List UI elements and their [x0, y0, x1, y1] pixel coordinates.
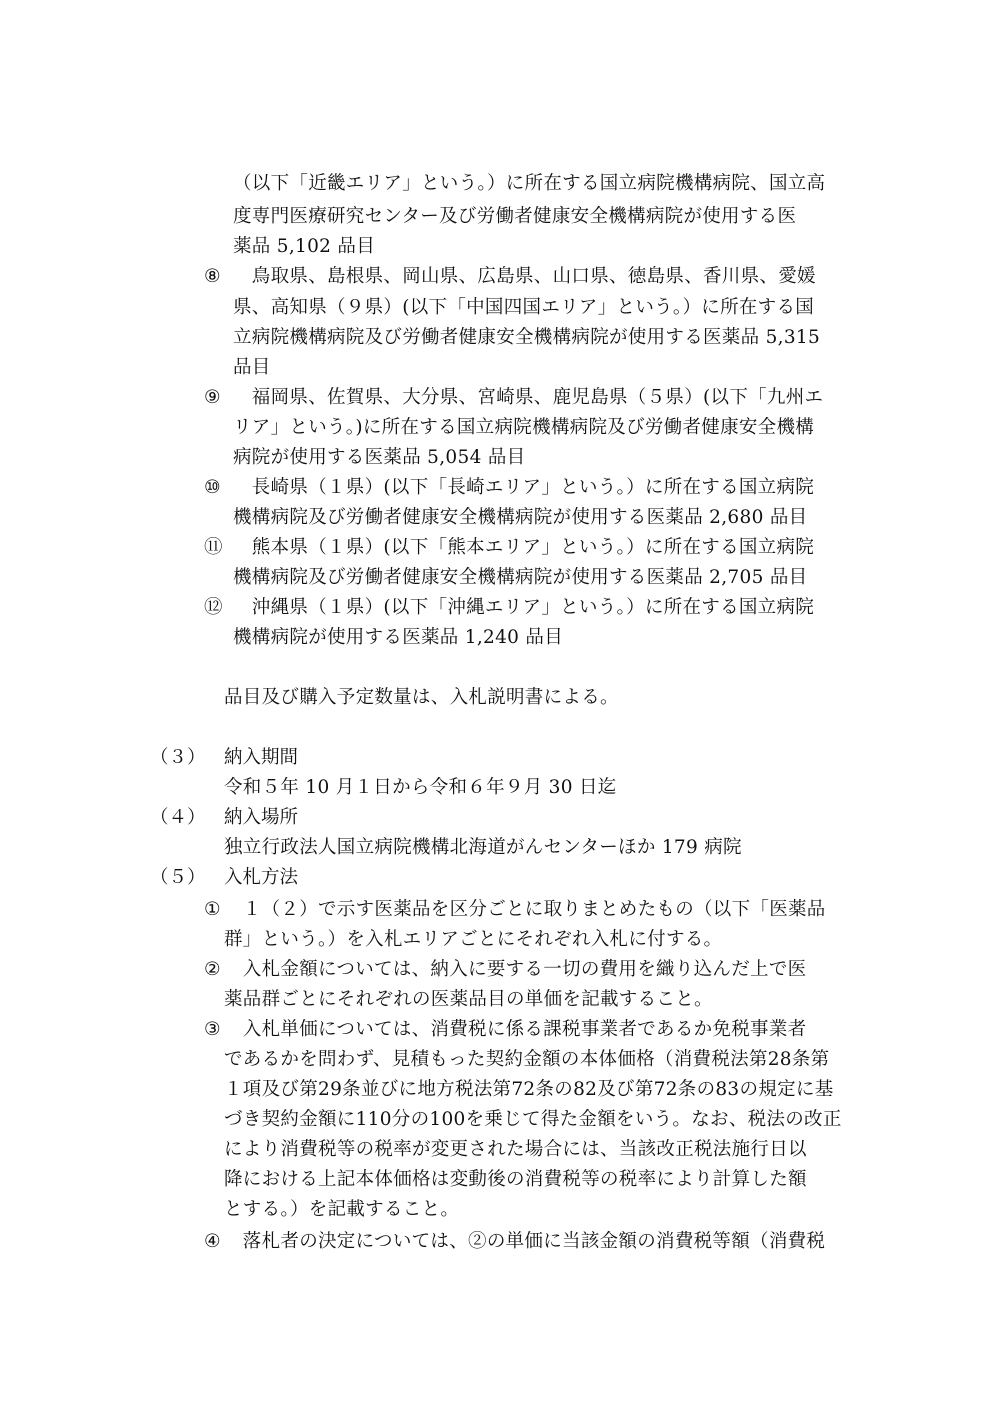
text-line: 立病院機構病院及び労働者健康安全機構病院が使用する医薬品 5,315 [233, 327, 821, 348]
item-marker: ④ [204, 1231, 221, 1252]
item-marker: ① [204, 899, 221, 920]
text-line: 熊本県（１県）(以下「熊本エリア」という。）に所在する国立病院 [233, 537, 815, 558]
item-marker: ⑩ [204, 477, 221, 498]
text-line: 薬品 5,102 品目 [233, 236, 376, 257]
item-marker: ⑨ [204, 387, 221, 408]
text-line: 機構病院及び労働者健康安全機構病院が使用する医薬品 2,705 品目 [233, 567, 808, 588]
text-line: 度専門医療研究センター及び労働者健康安全機構病院が使用する医 [233, 206, 797, 227]
text-line: 沖縄県（１県）(以下「沖縄エリア」という。）に所在する国立病院 [233, 597, 815, 618]
text-line: 病院が使用する医薬品 5,054 品目 [233, 447, 526, 468]
section-number: （５） [150, 867, 206, 888]
text-line: １項及び第29条並びに地方税法第72条の82及び第72条の83の規定に基 [224, 1079, 834, 1100]
item-marker: ⑪ [204, 537, 223, 558]
item-marker: ⑧ [204, 266, 221, 287]
text-line: とする。）を記載すること。 [224, 1199, 460, 1220]
text-line: （以下「近畿エリア」という。）に所在する国立病院機構病院、国立高 [233, 173, 826, 194]
text-line: 群」という。）を入札エリアごとにそれぞれ入札に付する。 [224, 929, 723, 950]
item-marker: ⑫ [204, 597, 223, 618]
text-line: 薬品群ごとにそれぞれの医薬品目の単価を記載すること。 [224, 989, 713, 1010]
text-line: 落札者の決定については、②の単価に当該金額の消費税等額（消費税 [224, 1231, 826, 1252]
text-line: であるかを問わず、見積もった契約金額の本体価格（消費税法第28条第 [224, 1049, 830, 1070]
item-marker: ③ [204, 1019, 221, 1040]
section-number: （３） [150, 747, 206, 768]
section-body: 独立行政法人国立病院機構北海道がんセンターほか 179 病院 [224, 837, 742, 858]
section-heading: 入札方法 [224, 867, 299, 888]
text-line: １（２）で示す医薬品を区分ごとに取りまとめたもの（以下「医薬品 [224, 899, 826, 920]
text-line: により消費税等の税率が変更された場合には、当該改正税法施行日以 [224, 1139, 807, 1160]
section-heading: 納入期間 [224, 747, 299, 768]
text-line: 機構病院及び労働者健康安全機構病院が使用する医薬品 2,680 品目 [233, 507, 808, 528]
text-line: リア」という。)に所在する国立病院機構病院及び労働者健康安全機構 [233, 417, 815, 438]
text-line: 入札金額については、納入に要する一切の費用を織り込んだ上で医 [224, 959, 807, 980]
text-line: づき契約金額に110分の100を乗じて得た金額をいう。なお、税法の改正 [224, 1109, 842, 1130]
section-heading: 納入場所 [224, 807, 299, 828]
text-line: 機構病院が使用する医薬品 1,240 品目 [233, 627, 564, 648]
text-line: 福岡県、佐賀県、大分県、宮崎県、鹿児島県（５県）(以下「九州エ [233, 387, 824, 408]
section-number: （４） [150, 807, 206, 828]
section-body: 令和５年 10 月１日から令和６年９月 30 日迄 [224, 777, 617, 798]
text-line: 県、高知県（９県）(以下「中国四国エリア」という。）に所在する国 [233, 297, 815, 318]
text-line: 品目 [233, 357, 271, 378]
item-marker: ② [204, 959, 221, 980]
text-line: 鳥取県、島根県、岡山県、広島県、山口県、徳島県、香川県、愛媛 [233, 266, 816, 287]
text-line: 長崎県（１県）(以下「長崎エリア」という。）に所在する国立病院 [233, 477, 815, 498]
text-line: 降における上記本体価格は変動後の消費税等の税率により計算した額 [224, 1169, 807, 1190]
text-line: 入札単価については、消費税に係る課税事業者であるか免税事業者 [224, 1019, 807, 1040]
note-text: 品目及び購入予定数量は、入札説明書による。 [224, 687, 619, 708]
